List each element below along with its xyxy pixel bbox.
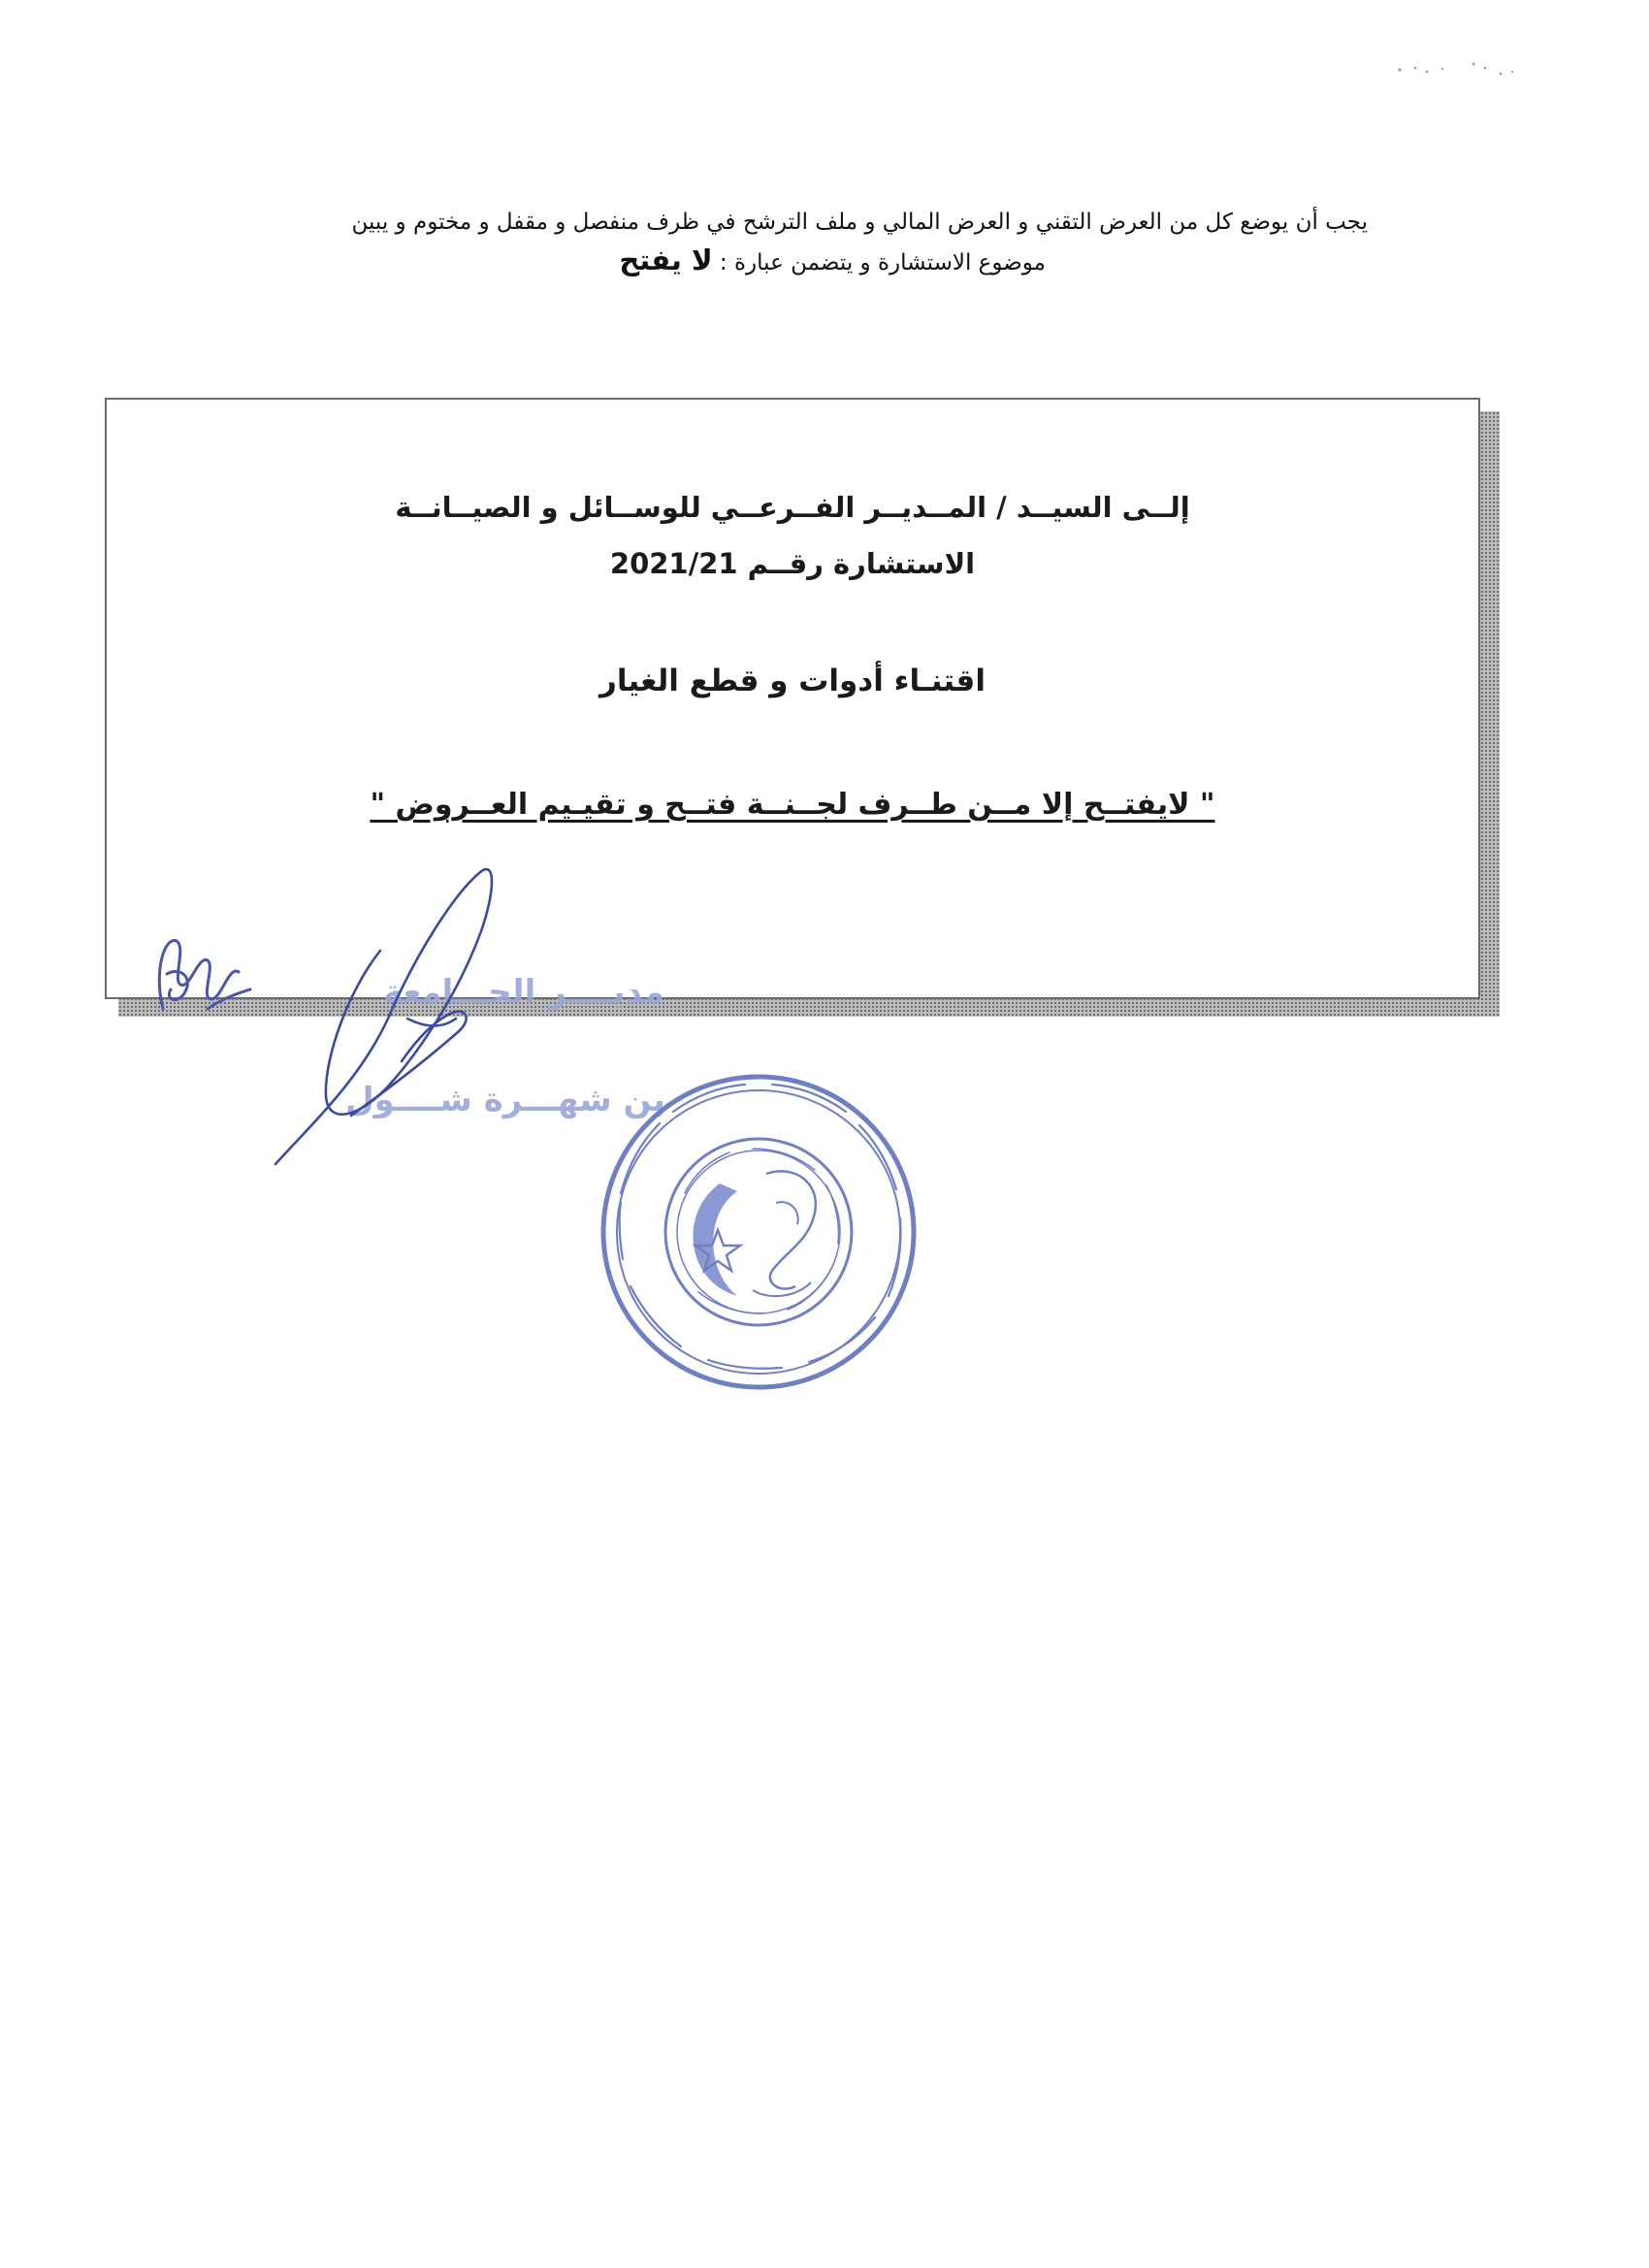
official-round-seal: [603, 1077, 914, 1387]
consultation-reference: الاستشارة رقــم 2021/21: [609, 547, 976, 580]
subject-line: اقتنـاء أدوات و قطع الغيار: [599, 664, 986, 698]
instructions-paragraph: [213, 206, 1368, 281]
stamp-director-name: بن شهـــرة شــــول: [345, 1081, 665, 1119]
scan-artifact: [1392, 56, 1528, 85]
stamp-director-title: مديــــر الجـــامعة: [382, 973, 665, 1012]
addressee-line: إلــى السيــد / المــديــر الفــرعــي للوســائل و الصيــانــة: [395, 491, 1190, 524]
no-open-phrase: لا يفتح: [619, 243, 713, 276]
envelope-label-box: [105, 398, 1480, 999]
do-not-open-notice: " لايفتــح إلا مــن طــرف لجــنــة فتــح و تقيـيم العــروض ": [370, 788, 1215, 822]
instructions-line-2-prefix: موضوع الاستشارة و يتضمن عبارة :: [719, 249, 1046, 275]
instructions-line-1: يجب أن يوضع كل من العرض التقني و العرض المالي و ملف الترشح في ظرف منفصل و مقفل و مختوم و يبين: [351, 210, 1368, 235]
instructions-line-2: [213, 240, 1368, 282]
